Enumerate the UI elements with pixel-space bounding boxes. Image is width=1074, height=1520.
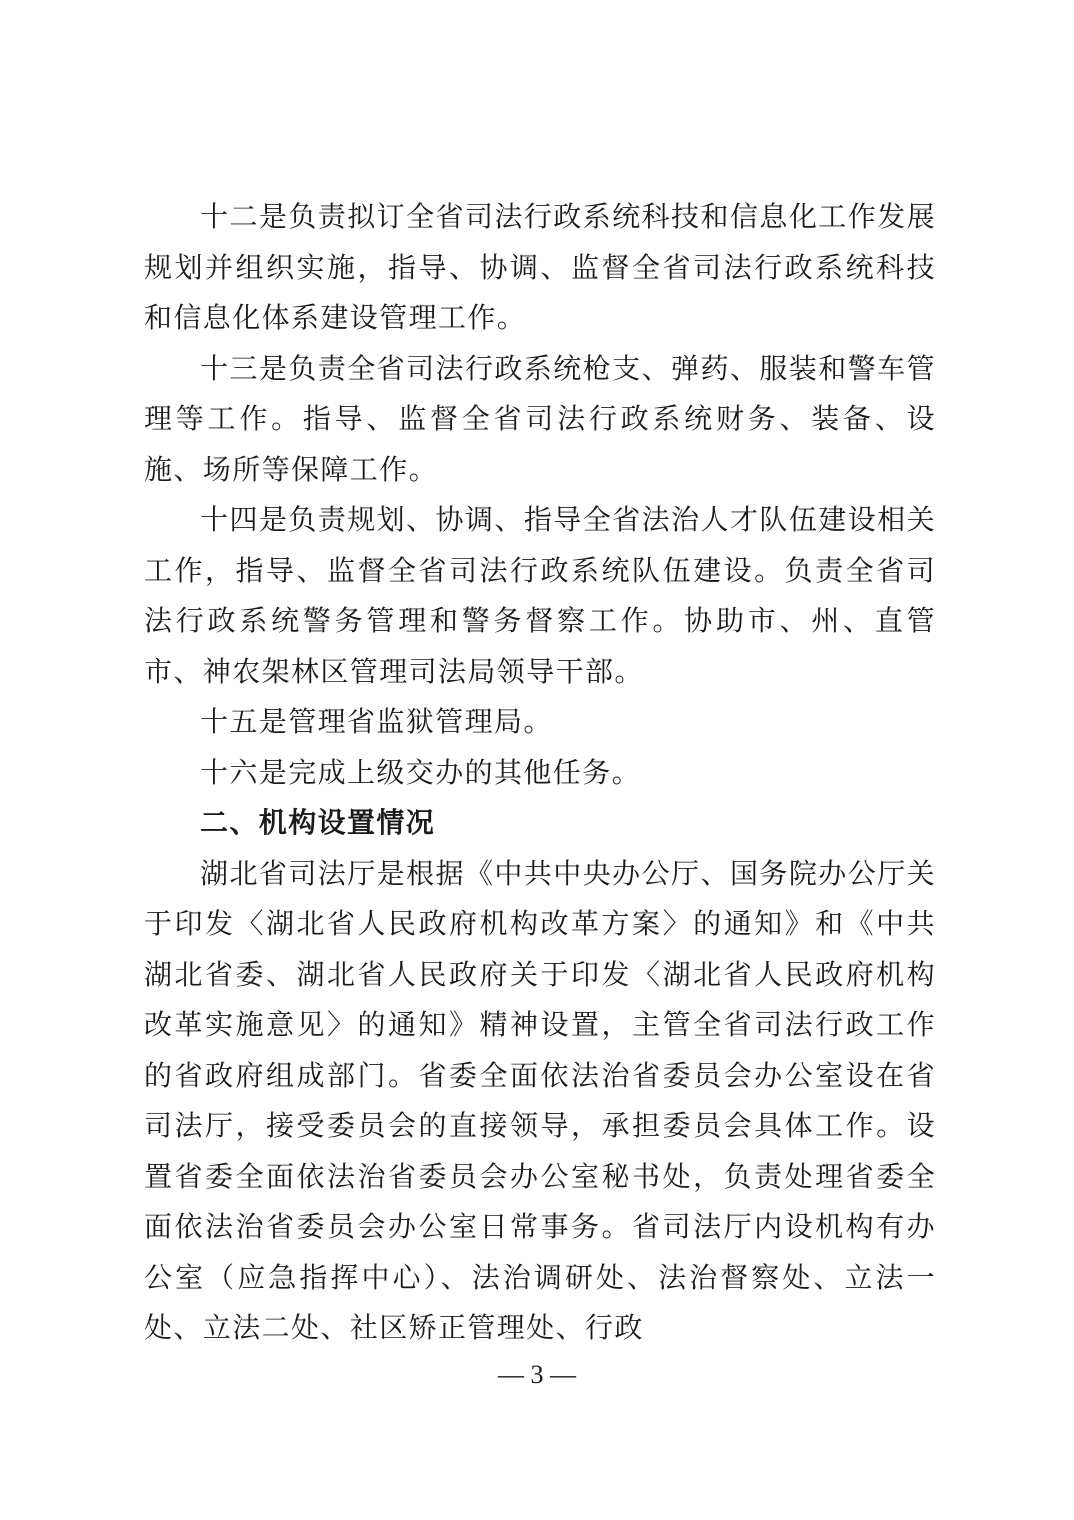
body-text <box>144 192 936 1354</box>
page-number: — 3 — <box>498 1360 576 1389</box>
paragraph-item-14: 十四是负责规划、协调、指导全省法治人才队伍建设相关工作，指导、监督全省司法行政系统队伍建设。负责全省司法行政系统警务管理和警务督察工作。协助市、州、直管市、神农架林区管理司法局领导干部。 <box>144 503 936 688</box>
paragraph-item-13: 十三是负责全省司法行政系统枪支、弹药、服装和警车管理等工作。指导、监督全省司法行政系统财务、装备、设施、场所等保障工作。 <box>144 351 936 486</box>
paragraph-item-16: 十六是完成上级交办的其他任务。 <box>200 755 642 789</box>
paragraph-item-15: 十五是管理省监狱管理局。 <box>200 705 553 738</box>
paragraph-item-12: 十二是负责拟订全省司法行政系统科技和信息化工作发展规划并组织实施，指导、协调、监督全省司法行政系统科技和信息化体系建设管理工作。 <box>144 200 936 334</box>
section-heading: 二、机构设置情况 <box>200 806 436 839</box>
paragraph-section-2: 湖北省司法厅是根据《中共中央办公厅、国务院办公厅关于印发〈湖北省人民政府机构改革方案〉的通知》和《中共湖北省委、湖北省人民政府关于印发〈湖北省人民政府机构改革实施意见〉的通知》精神设置，主管全省司法行政工作的省政府组成部门。省委全面依法治省委员会办公室设在省司法厅，接受委员会的直接领导，承担委员会具体工作。设置省委全面依法治省委员会办公室秘书处，负责处理省委全面依法治省委员会办公室日常事务。省司法厅内设机构有办公室（应急指挥中心）、法治调研处、法治督察处、立法一处、立法二处、社区矫正管理处、行政 <box>144 856 936 1344</box>
